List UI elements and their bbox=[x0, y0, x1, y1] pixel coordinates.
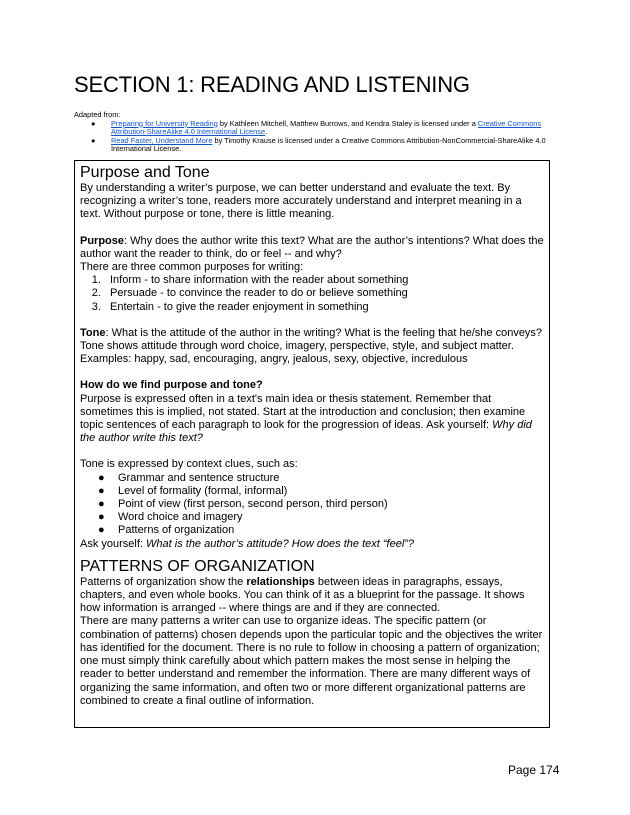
intro-paragraph: By understanding a writer’s purpose, we can better understand and evaluate the text. By recognizing a writer’s tone, readers more accurately understand and interpret meaning in a text. Without purpose or tone, there is little meaning. bbox=[80, 182, 522, 221]
bullet-icon: ● bbox=[91, 135, 96, 145]
find-paragraph bbox=[80, 393, 545, 446]
source-link-read-faster[interactable]: Read Faster, Understand More bbox=[111, 135, 213, 145]
purpose-paragraph bbox=[80, 235, 545, 261]
p1-a: Patterns of organization show the bbox=[80, 575, 247, 588]
p1-bold: relationships bbox=[246, 575, 315, 588]
clue-text: Level of formality (formal, informal) bbox=[118, 484, 288, 497]
bullet-icon: ● bbox=[91, 118, 96, 128]
purpose-text: : Why does the author write this text? What are the author’s intentions? What does the author want the reader to think, do or feel -- and why? bbox=[80, 234, 544, 260]
tone-shows: Tone shows attitude through word choice, imagery, perspective, style, and subject matter. bbox=[80, 340, 514, 353]
source-link-preparing[interactable]: Preparing for University Reading bbox=[111, 118, 218, 128]
tone-paragraph bbox=[80, 327, 545, 340]
list-item: 2. Persuade - to convince the reader to do or believe something bbox=[104, 287, 545, 300]
p1-b: between ideas in paragraphs, essays, chapters, and even whole books. You can think of it as a blueprint for the passage. It shows how information is arranged -- where things are and if they are connected. bbox=[80, 575, 525, 615]
list-item: 1. Inform - to share information with the reader about something bbox=[104, 274, 545, 287]
find-heading bbox=[80, 379, 545, 392]
source-item bbox=[74, 120, 559, 137]
source-list bbox=[74, 120, 559, 154]
bullet-icon: ● bbox=[98, 471, 105, 484]
tone-examples: Examples: happy, sad, encouraging, angry, jealous, sexy, objective, incredulous bbox=[80, 353, 468, 366]
clue-text: Word choice and imagery bbox=[118, 511, 243, 524]
tone-label: Tone bbox=[80, 326, 106, 339]
list-item: 3. Entertain - to give the reader enjoyment in something bbox=[104, 301, 545, 314]
content-box bbox=[74, 160, 550, 728]
patterns-paragraph-2: There are many patterns a writer can use to organize ideas. The specific pattern (or combination of patterns) chosen depends upon the particular topic and the objectives the writer has identified for the document. There is no rule to follow in choosing a pattern of organization; one must simply think carefully about which pattern makes the most sense in helping the reader to better understand and remember the information. There are many different ways of organizing the same information, and often two or more different organizational patterns are combined to create a final outline of information. bbox=[80, 615, 543, 707]
tone-text: : What is the attitude of the author in the writing? What is the feeling that he/she conveys? bbox=[105, 326, 543, 339]
purpose-tone-heading: Purpose and Tone bbox=[80, 164, 210, 181]
patterns-paragraph-1 bbox=[80, 576, 545, 616]
find-text: Purpose is expressed often in a text's main idea or thesis statement. Remember that sometimes this is implied, not stated. Start at the introduction and conclusion; then examine topic sentences of each paragraph to look for the progression of ideas. Ask yourself: bbox=[80, 392, 526, 432]
find-heading-text: How do we find purpose and tone? bbox=[80, 379, 263, 392]
list-item bbox=[80, 524, 545, 537]
clues-intro: Tone is expressed by context clues, such as: bbox=[80, 458, 298, 471]
adapted-label: Adapted from: bbox=[74, 110, 121, 119]
list-item bbox=[80, 498, 545, 511]
page-number: Page 174 bbox=[508, 763, 560, 777]
purpose-label: Purpose bbox=[80, 234, 125, 247]
source-item bbox=[74, 137, 559, 154]
ask-yourself bbox=[80, 538, 545, 551]
purposes-list bbox=[80, 274, 545, 314]
find-ask: Why did the author write this text? bbox=[80, 419, 532, 445]
bullet-icon: ● bbox=[98, 498, 105, 511]
purposes-intro: There are three common purposes for writing: bbox=[80, 261, 304, 274]
patterns-heading: PATTERNS OF ORGANIZATION bbox=[80, 557, 315, 575]
adapted-from bbox=[74, 111, 559, 154]
bullet-icon: ● bbox=[98, 484, 105, 497]
license-link-cc-by-sa[interactable]: Creative Commons Attribution-ShareAlike 4.0 International License bbox=[111, 118, 542, 137]
clues-list bbox=[80, 472, 545, 538]
source-text: by Kathleen Mitchell, Matthew Burrows, and Kendra Staley is licensed under a bbox=[217, 118, 478, 128]
source-text: by Timothy Krause is licensed under a Creative Commons Attribution-NonCommercial-ShareAlike 4.0 International License. bbox=[111, 135, 546, 154]
list-item bbox=[80, 485, 545, 498]
clue-text: Grammar and sentence structure bbox=[118, 471, 280, 484]
list-item bbox=[80, 511, 545, 524]
section-title: SECTION 1: READING AND LISTENING bbox=[74, 72, 470, 97]
ask-label: Ask yourself: bbox=[80, 537, 147, 550]
ask-text: What is the author’s attitude? How does the text “feel”? bbox=[146, 537, 415, 550]
clue-text: Patterns of organization bbox=[118, 524, 235, 537]
clue-text: Point of view (first person, second person, third person) bbox=[118, 498, 388, 511]
source-end: . bbox=[265, 127, 268, 137]
bullet-icon: ● bbox=[98, 524, 105, 537]
bullet-icon: ● bbox=[98, 511, 105, 524]
list-item bbox=[80, 472, 545, 485]
